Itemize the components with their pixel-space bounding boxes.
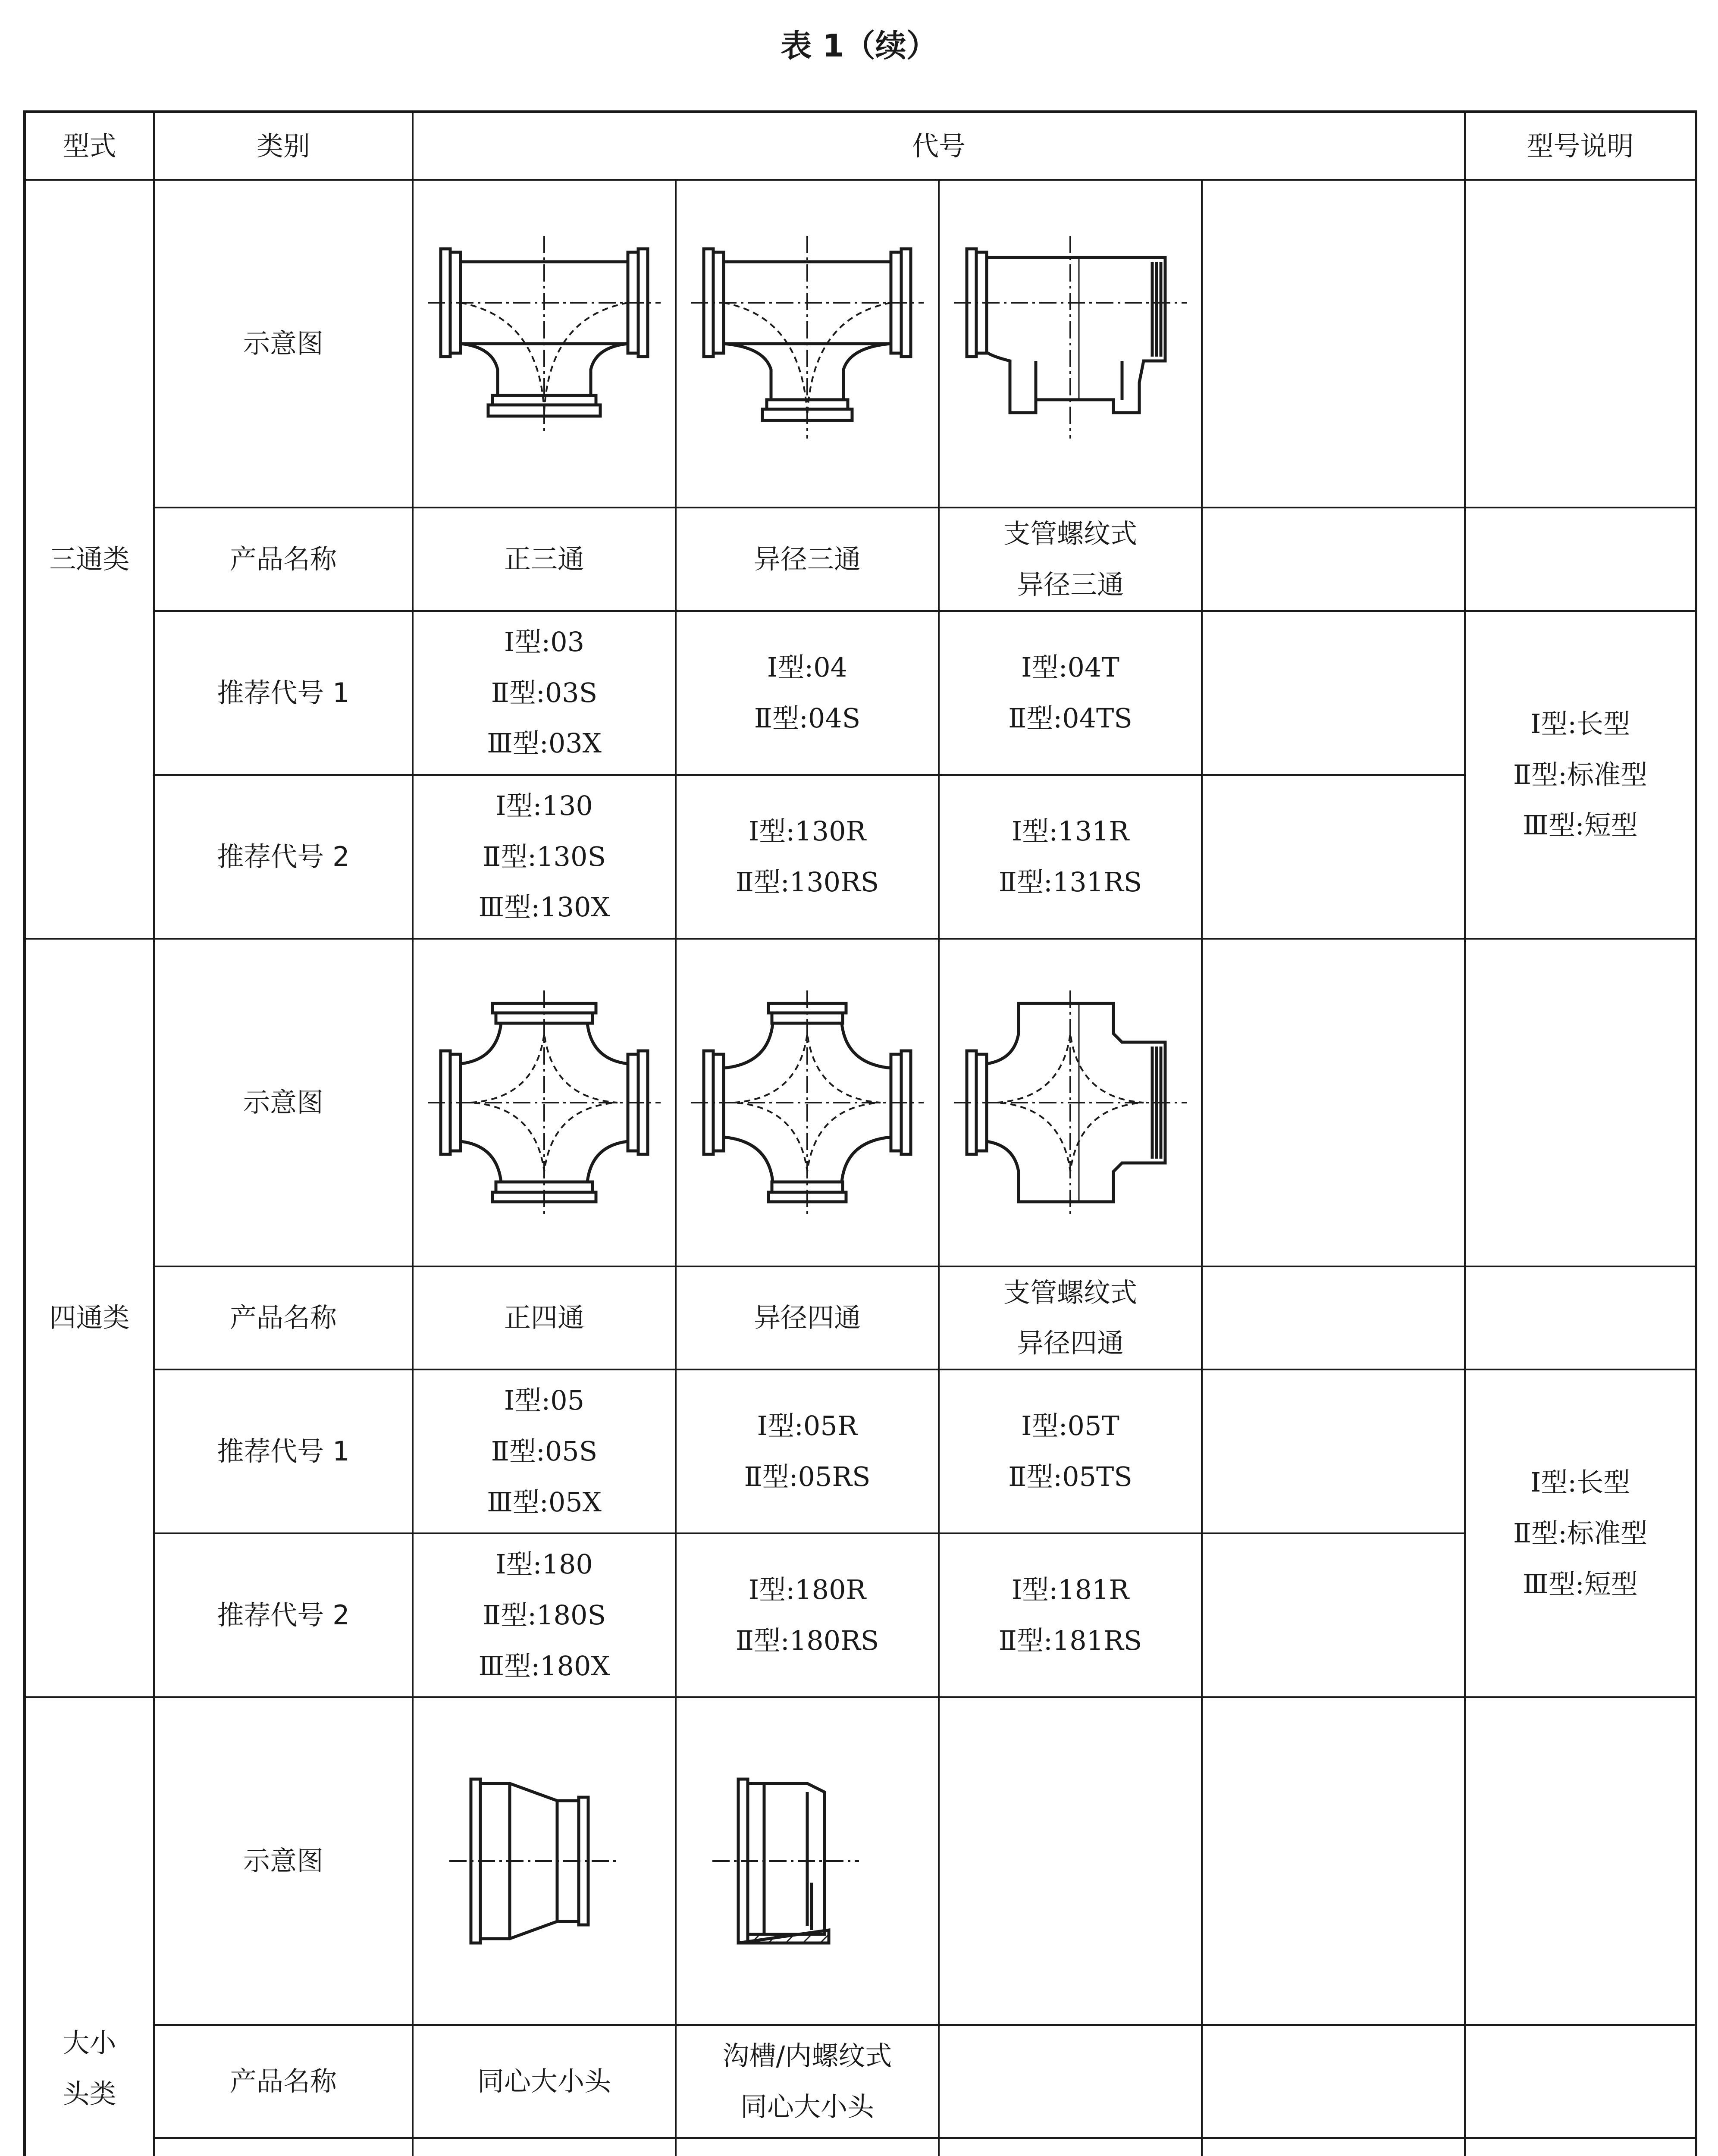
threaded-reducer-cell — [676, 1697, 939, 2025]
reducing-cross-cell — [676, 939, 939, 1266]
code1-threaded-reducer — [676, 2138, 939, 2156]
row-label-diagram: 示意图 — [154, 939, 413, 1266]
empty-note-cell — [1465, 939, 1696, 1266]
empty-cell — [1202, 775, 1465, 939]
cross-name-row — [25, 1266, 1696, 1370]
empty-note-cell — [1465, 508, 1696, 611]
reducer-code1-row — [25, 2138, 1696, 2156]
reducer-diagram-row — [25, 1697, 1696, 2025]
empty-cell — [939, 2138, 1202, 2156]
cross-code1-row — [25, 1369, 1696, 1533]
header-code: 代号 — [413, 112, 1465, 180]
code2-threaded-tee: Ⅰ型:131R Ⅱ型:131RS — [939, 775, 1202, 939]
threaded-cross-cell — [939, 939, 1202, 1266]
empty-cell — [1202, 2138, 1465, 2156]
empty-note-cell — [1465, 1266, 1696, 1370]
type-note-reducer — [1465, 2138, 1696, 2156]
equal-tee-cell — [413, 180, 676, 508]
code1-threaded-tee: Ⅰ型:04T Ⅱ型:04TS — [939, 611, 1202, 775]
empty-cell — [939, 2025, 1202, 2138]
group-type-reducer: 大小 头类 — [25, 1697, 154, 2156]
fittings-code-table — [23, 110, 1697, 2156]
product-name-concentric-reducer: 同心大小头 — [413, 2025, 676, 2138]
empty-cell — [1202, 939, 1465, 1266]
code2-equal-cross: Ⅰ型:180 Ⅱ型:180S Ⅲ型:180X — [413, 1533, 676, 1697]
empty-note-cell — [1465, 2025, 1696, 2138]
table-title: 表 1（续） — [781, 28, 937, 64]
cross-diagram-row — [25, 939, 1696, 1266]
product-name-equal-tee: 正三通 — [413, 508, 676, 611]
row-label-code1: 推荐代号 1 — [154, 1369, 413, 1533]
tee-code2-row — [25, 775, 1696, 939]
concentric-reducer-icon — [423, 1745, 665, 1977]
code2-threaded-cross: Ⅰ型:181R Ⅱ型:181RS — [939, 1533, 1202, 1697]
code1-threaded-cross: Ⅰ型:05T Ⅱ型:05TS — [939, 1369, 1202, 1533]
row-label-product-name: 产品名称 — [154, 508, 413, 611]
row-label-code2: 推荐代号 2 — [154, 775, 413, 939]
code1-concentric-reducer — [413, 2138, 676, 2156]
product-name-reducing-tee: 异径三通 — [676, 508, 939, 611]
row-label-product-name: 产品名称 — [154, 2025, 413, 2138]
tee-diagram-row — [25, 180, 1696, 508]
type-note-tee: Ⅰ型:长型 Ⅱ型:标准型 Ⅲ型:短型 — [1465, 611, 1696, 939]
empty-cell — [1202, 508, 1465, 611]
empty-note-cell — [1465, 1697, 1696, 2025]
tee-name-row — [25, 508, 1696, 611]
code2-reducing-cross: Ⅰ型:180R Ⅱ型:180RS — [676, 1533, 939, 1697]
threaded-tee-cell — [939, 180, 1202, 508]
row-label-product-name: 产品名称 — [154, 1266, 413, 1370]
empty-cell — [1202, 1266, 1465, 1370]
empty-cell — [1202, 2025, 1465, 2138]
header-type: 型式 — [25, 112, 154, 180]
code2-reducing-tee: Ⅰ型:130R Ⅱ型:130RS — [676, 775, 939, 939]
empty-cell — [1202, 1369, 1465, 1533]
concentric-reducer-cell — [413, 1697, 676, 2025]
cross-code2-row — [25, 1533, 1696, 1697]
reducer-name-row — [25, 2025, 1696, 2138]
empty-cell — [1202, 180, 1465, 508]
empty-note-cell — [1465, 180, 1696, 508]
code1-reducing-cross: Ⅰ型:05R Ⅱ型:05RS — [676, 1369, 939, 1533]
row-label-code2: 推荐代号 2 — [154, 1533, 413, 1697]
code1-equal-tee: Ⅰ型:03 Ⅱ型:03S Ⅲ型:03X — [413, 611, 676, 775]
row-label-diagram: 示意图 — [154, 1697, 413, 2025]
product-name-reducing-cross: 异径四通 — [676, 1266, 939, 1370]
header-category: 类别 — [154, 112, 413, 180]
tee-code1-row — [25, 611, 1696, 775]
equal-cross-icon — [423, 986, 665, 1219]
group-type-tee: 三通类 — [25, 180, 154, 939]
equal-tee-icon — [423, 232, 665, 456]
product-name-threaded-tee: 支管螺纹式 异径三通 — [939, 508, 1202, 611]
threaded-concentric-reducer-icon — [687, 1745, 928, 1977]
empty-cell — [1202, 611, 1465, 775]
code1-equal-cross: Ⅰ型:05 Ⅱ型:05S Ⅲ型:05X — [413, 1369, 676, 1533]
group-type-cross: 四通类 — [25, 939, 154, 1698]
threaded-branch-reducing-tee-icon — [950, 232, 1191, 456]
empty-cell — [1202, 1533, 1465, 1697]
row-label-code1: 推荐代号 1 — [154, 611, 413, 775]
header-row — [25, 112, 1696, 180]
code1-reducing-tee: Ⅰ型:04 Ⅱ型:04S — [676, 611, 939, 775]
row-label-code1 — [154, 2138, 413, 2156]
reducing-tee-icon — [687, 232, 928, 456]
code2-equal-tee: Ⅰ型:130 Ⅱ型:130S Ⅲ型:130X — [413, 775, 676, 939]
type-note-cross: Ⅰ型:长型 Ⅱ型:标准型 Ⅲ型:短型 — [1465, 1369, 1696, 1697]
reducing-tee-cell — [676, 180, 939, 508]
product-name-equal-cross: 正四通 — [413, 1266, 676, 1370]
product-name-threaded-reducer: 沟槽/内螺纹式 同心大小头 — [676, 2025, 939, 2138]
empty-cell — [939, 1697, 1202, 2025]
equal-cross-cell — [413, 939, 676, 1266]
row-label-diagram: 示意图 — [154, 180, 413, 508]
threaded-branch-reducing-cross-icon — [950, 986, 1191, 1219]
header-note: 型号说明 — [1465, 112, 1696, 180]
reducing-cross-icon — [687, 986, 928, 1219]
empty-cell — [1202, 1697, 1465, 2025]
product-name-threaded-cross: 支管螺纹式 异径四通 — [939, 1266, 1202, 1370]
